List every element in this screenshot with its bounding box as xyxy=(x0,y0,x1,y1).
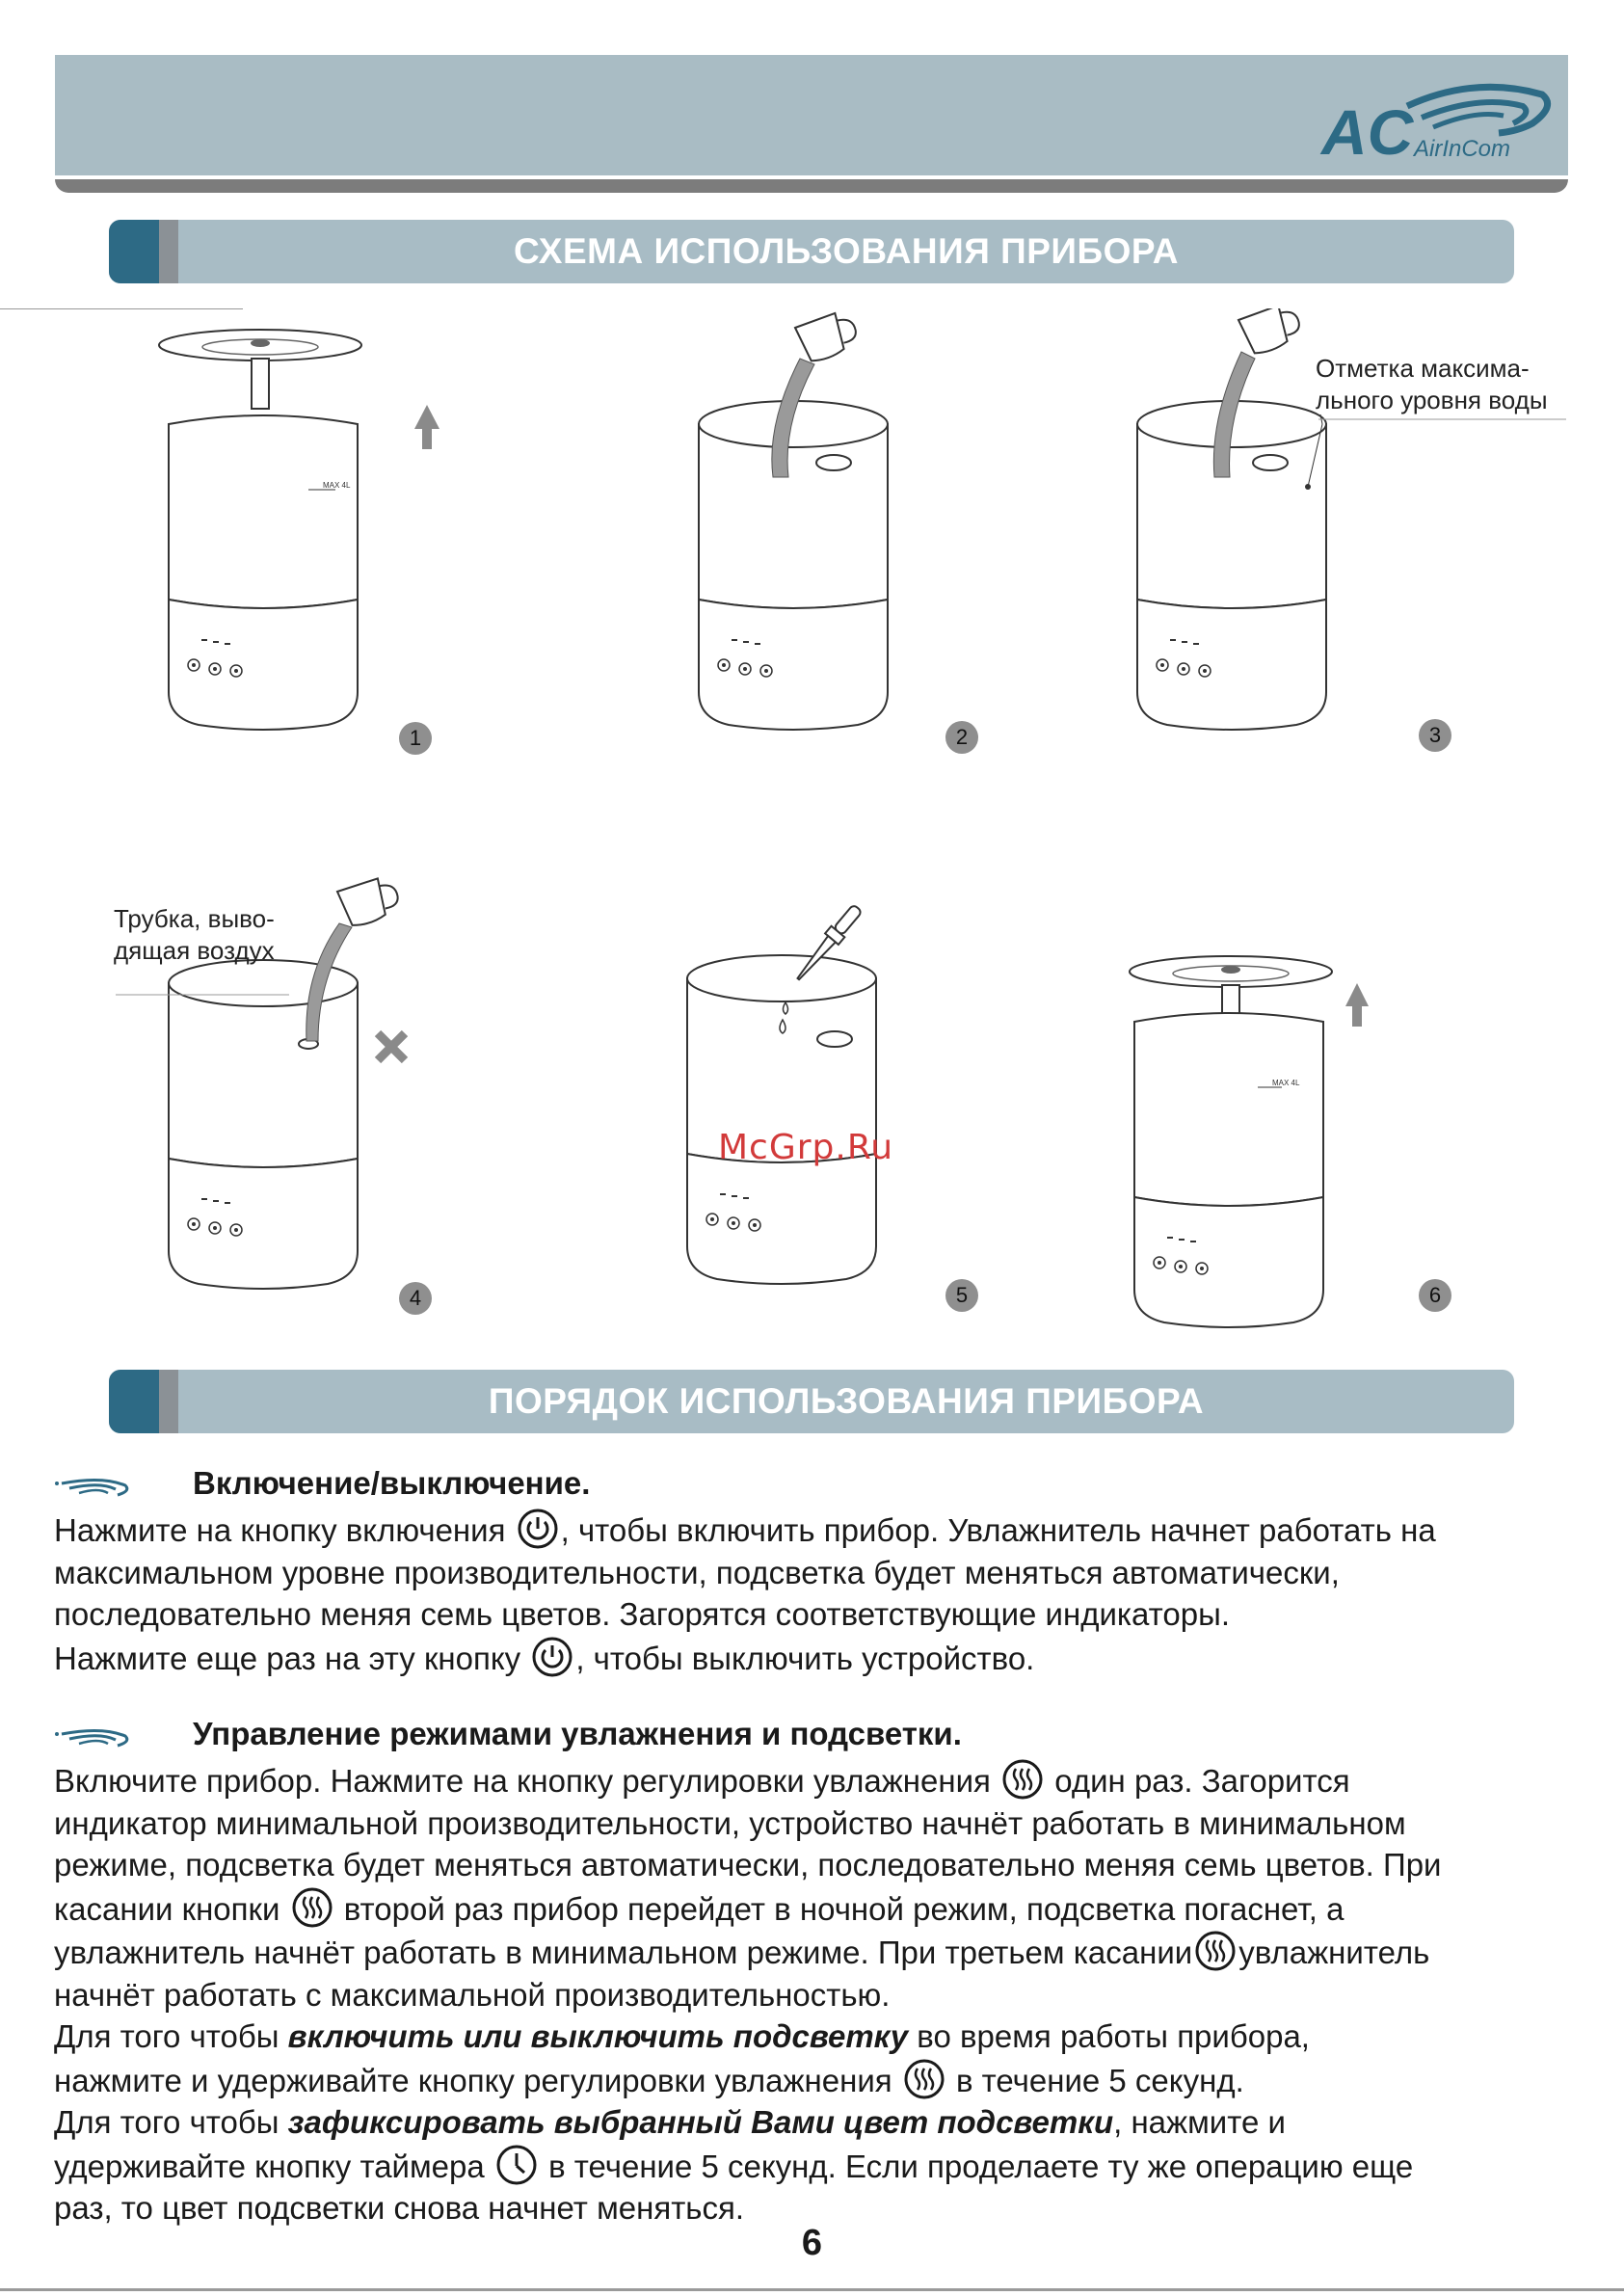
airincom-logo xyxy=(1316,77,1557,166)
usage-diagram xyxy=(0,308,1624,1359)
step-badge-5: 5 xyxy=(945,1279,978,1312)
figure-step-6 xyxy=(1130,956,1369,1327)
figure-step-2 xyxy=(699,308,888,730)
page-number: 6 xyxy=(801,2223,823,2263)
heading-power: Включение/выключение. xyxy=(193,1465,591,1501)
timer-icon xyxy=(495,2144,538,2186)
callout-max-water-level: Отметка максима- льного уровня воды xyxy=(1316,354,1548,414)
step-badge-3: 3 xyxy=(1419,719,1451,752)
heading-modes: Управление режимами увлажнения и подсветки. xyxy=(193,1716,962,1751)
figure-step-5 xyxy=(687,902,876,1284)
footer-rule xyxy=(0,2288,1624,2291)
arrow-bullet-icon xyxy=(54,1728,131,1749)
section-banner-scheme xyxy=(109,220,1514,283)
step-badge-1: 1 xyxy=(399,722,432,755)
section-title: ПОРЯДОК ИСПОЛЬЗОВАНИЯ ПРИБОРА xyxy=(488,1381,1205,1421)
svg-text:AC: AC xyxy=(1321,96,1414,166)
humidity-icon xyxy=(1194,1930,1237,1972)
humidity-icon xyxy=(903,2058,945,2100)
step-badge-4: 4 xyxy=(399,1282,432,1315)
step-badge-2: 2 xyxy=(945,721,978,754)
modes-paragraph: Включите прибор. Нажмите на кнопку регулировки увлажнения один раз. Загорится индикатор минимальной производительности, устройство начнёт работать в минимальном режиме, подсветка будет меняться автоматически, последовательно меняя семь цветов. При касании кнопки второй раз прибор перейдет в ночной режим, подсветка погаснет, а увлажнитель начнёт работать в минимальном режиме. При третьем касании увлажнитель начнёт работать с максимальной производительностью. Для того чтобы включить или выключить подсветку во время работы прибора, нажмите и удерживайте кнопку регулировки увлажнения в течение 5 секунд. Для того чтобы зафиксировать выбранный Вами цвет подсветки, нажмите и удерживайте кнопку таймера в течение 5 секунд. Если проделаете ту же операцию еще раз, то цвет подсветки снова начнет меняться. xyxy=(54,1758,1577,2229)
power-icon xyxy=(517,1508,559,1550)
svg-text:MAX 4L: MAX 4L xyxy=(323,481,351,490)
power-icon xyxy=(531,1636,573,1678)
svg-text:MAX 4L: MAX 4L xyxy=(1272,1079,1300,1087)
svg-text:AirInCom: AirInCom xyxy=(1414,136,1511,162)
watermark: McGrp.Ru xyxy=(718,1128,894,1167)
section-title: СХЕМА ИСПОЛЬЗОВАНИЯ ПРИБОРА xyxy=(513,231,1180,271)
power-paragraph: Нажмите на кнопку включения , чтобы включить прибор. Увлажнитель начнет работать на максимальном уровне производительности, подсветка будет меняться автоматически, последовательно меняя семь цветов. Загорятся соответствующие индикаторы. Нажмите еще раз на эту кнопку , чтобы выключить устройство. xyxy=(54,1508,1577,1679)
step-badge-6: 6 xyxy=(1419,1279,1451,1312)
arrow-bullet-icon xyxy=(54,1478,131,1499)
humidity-icon xyxy=(1001,1758,1044,1801)
header-shadow xyxy=(55,179,1568,193)
humidity-icon xyxy=(291,1886,333,1929)
figure-step-1 xyxy=(159,330,439,730)
callout-air-tube: Трубка, выво- дящая воздух xyxy=(114,904,275,965)
section-banner-usage xyxy=(109,1370,1514,1433)
